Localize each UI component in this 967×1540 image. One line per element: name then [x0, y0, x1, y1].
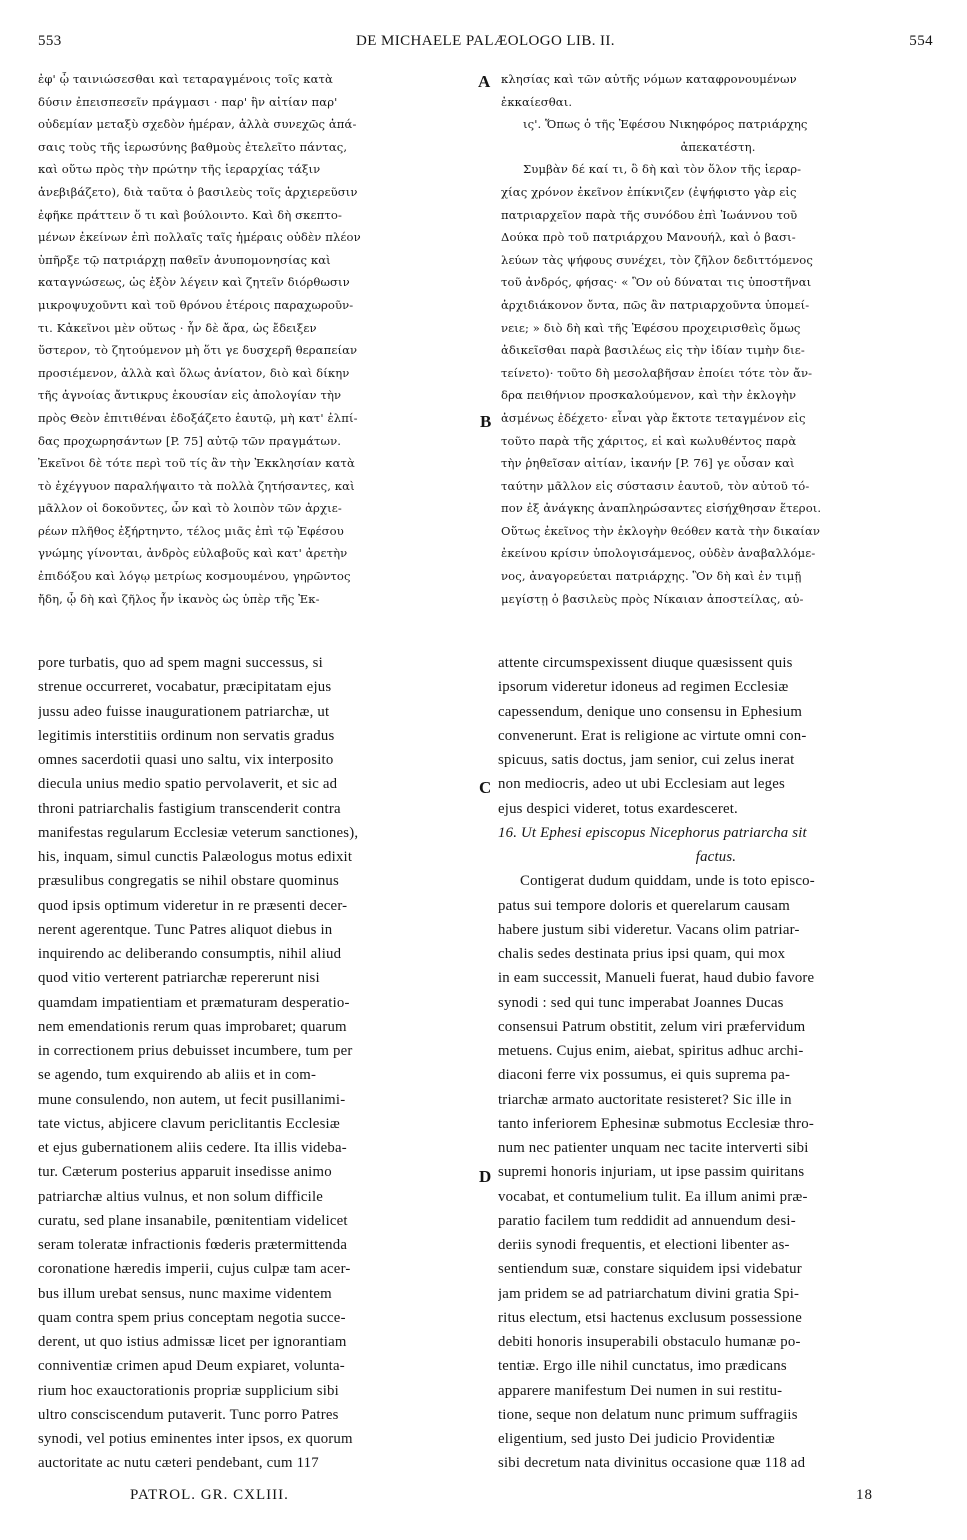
- text-line: omnes sacerdotii quasi uno saltu, vix interposito: [38, 752, 334, 768]
- text-line: debiti honoris insuperabili obstaculo humanæ po-: [498, 1334, 801, 1350]
- text-line: Contigerat dudum quiddam, unde is toto episco-: [520, 873, 815, 890]
- text-line: legitimis interstitiis ordinum non servatis gradus: [38, 727, 335, 744]
- text-line: habere justum sibi videretur. Vacans olim patriar-: [498, 921, 800, 938]
- text-line: jam pridem se ad patriarchatum divini gratia Spi-: [498, 1285, 800, 1302]
- text-line: σαις τοὺς τῆς ἱερωσύνης βαθμοὺς ἐτελεῖτο πάντας,: [38, 139, 348, 154]
- text-line: τοῦτο παρὰ τῆς χάριτος, εἰ καὶ κωλυθέντος παρὰ: [501, 433, 797, 448]
- text-line: throni patriarchalis fastigium transcenderit contra: [38, 800, 341, 817]
- text-line: μεγίστῃ ὁ βασιλεὺς πρὸς Νίκαιαν ἀποστείλας, αὐ-: [501, 591, 804, 606]
- text-line: πατριαρχεῖον παρὰ τῆς συνόδου ἐπὶ Ἰωάννου τοῦ: [501, 207, 798, 222]
- text-line: ἐπιδόξου καὶ λόγῳ μετρίως κοσμουμένου, γηρῶντος: [38, 569, 351, 584]
- text-line: οὐδεμίαν μεταξὺ σχεδὸν ἡμέραν, ἀλλὰ συνεχῶς ἀπά-: [38, 117, 357, 132]
- text-line: τι. Κἀκεῖνοι μὲν οὕτως · ἦν δὲ ἄρα, ὡς ἔδειξεν: [38, 320, 317, 335]
- text-line: bus illum urebat sensus, nunc maxime videntem: [38, 1285, 332, 1302]
- text-line: paratio facilem tum reddidit ad annuendum desi-: [498, 1212, 796, 1229]
- text-line: ἐκκαίεσθαι.: [501, 94, 573, 109]
- text-line: quod vitio verterent patriarchæ repererunt nisi: [38, 970, 320, 987]
- text-line: δύσιν ἐπεισπεσεῖν πράγμασι · παρ' ἣν αἰτίαν παρ': [38, 94, 338, 109]
- right-page-number: 554: [909, 33, 933, 49]
- text-line: τὸ ἐχέγγυον παραλήψαιτο τὰ πολλὰ ζητήσαντες, καὶ: [38, 478, 355, 493]
- latin-text-right-column: [498, 651, 934, 1476]
- text-line: ritus electum, etsi hactenus exclusum possessione: [498, 1309, 803, 1326]
- text-line: ἐφῆκε πράττειν ὅ τι καὶ βούλοιντο. Καὶ δὴ σκεπτο-: [38, 207, 342, 222]
- text-line: ὑπῆρξε τῷ πατριάρχῃ παθεῖν ἀνυπομονησίας καὶ: [38, 252, 331, 267]
- text-line: conniventiæ crimen apud Deum expiaret, volunta-: [38, 1358, 345, 1375]
- greek-text-right-column: [501, 68, 935, 610]
- text-line: λεύων τὰς ψήφους συνέχει, τὸν ζῆλον δεδιττόμενος: [501, 252, 813, 267]
- text-line: νειε; » διὸ δὴ καὶ τῆς Ἐφέσου προχειρισθεὶς ὅμως: [501, 320, 801, 335]
- text-line: pore turbatis, quo ad spem magni successus, si: [38, 655, 323, 671]
- running-title: DE MICHAELE PALÆOLOGO LIB. II.: [356, 33, 615, 49]
- greek-text-left-column: [38, 68, 476, 610]
- text-line: ἤδη, ᾧ δὴ καὶ ζῆλος ἦν ἱκανὸς ὡς ὑπὲρ τῆς Ἐκ-: [38, 591, 320, 606]
- text-line: tanto inferiorem Ephesinæ submotus Ecclesiæ thro-: [498, 1115, 814, 1132]
- text-line: jussu adeo fuisse inaugurationem patriarchæ, ut: [38, 703, 330, 720]
- margin-marker-a: A: [478, 72, 491, 91]
- text-line: ἀδικεῖσθαι παρὰ βασιλέως εἰς τὴν ἰδίαν τιμὴν διε-: [501, 343, 805, 358]
- text-line: καταγνώσεως, ὡς ἐξὸν λέγειν καὶ ζητεῖν διόρθωσιν: [38, 275, 350, 290]
- text-line: synodi : sed qui tunc imperabat Joannes Ducas: [498, 994, 784, 1011]
- margin-marker-c: C: [479, 778, 492, 797]
- text-line: γνώμης γίνονται, ἀνδρὸς εὐλαβοῦς καὶ κατ' ἀρετὴν: [38, 546, 348, 561]
- text-line: diaconi ferre vix possumus, ei quis suprema pa-: [498, 1067, 791, 1084]
- text-line: ultro consciscendum putaverit. Tunc porro Patres: [38, 1406, 339, 1423]
- text-line: et ejus gubernationem aliis cedere. Ita illis videba-: [38, 1140, 347, 1156]
- footer-signature-number: 18: [856, 1487, 873, 1503]
- text-line: synodi, vel potius eminentes inter ipsos, ex quorum: [38, 1431, 353, 1447]
- text-line: nem emendationis rerum quas improbaret; quarum: [38, 1018, 347, 1035]
- text-line: attente circumspexissent diuque quæsissent quis: [498, 655, 793, 671]
- text-line: πον ἐξ ἀνάγκης ἀναπληρώσαντες εἰσήχθησαν ἕτεροι.: [501, 501, 822, 516]
- text-line: μικροψυχοῦντι καὶ τοῦ θρόνου ἑτέροις παραχωροῦν-: [38, 297, 354, 312]
- text-line: κλησίας καὶ τῶν αὐτῆς νόμων καταφρονουμένων: [501, 72, 797, 86]
- left-page-number: 553: [38, 33, 62, 49]
- text-line: ἀσμένως ἐδέχετο· εἶναι γὰρ ἔκτοτε τεταγμένον εἰς: [501, 410, 806, 425]
- text-line: his, inquam, simul cunctis Palæologus motus edixit: [38, 849, 353, 865]
- text-line: ἀρχιδιάκονον ὄντα, πῶς ἂν πατριαρχοῦντα ὑπομεί-: [501, 297, 810, 312]
- text-line: chalis sedes destinata prius ipsi quam, qui mox: [498, 946, 786, 962]
- text-line: supremi honoris injuriam, ut ipse passim quiritans: [498, 1164, 805, 1181]
- text-line: inquirendo ac deliberando consumptis, nihil aliud: [38, 946, 342, 962]
- page-footer: [38, 1487, 933, 1511]
- text-line: ἀνεβιβάζετο), διὰ ταῦτα ὁ βασιλεὺς τοῖς ἀρχιερεῦσιν: [38, 184, 358, 199]
- text-line: mune consulendo, non autem, ut fecit pusillanimi-: [38, 1091, 346, 1108]
- text-line: τὴν ῥηθεῖσαν αἰτίαν, ἱκανήν [P. 76] γε οὖσαν καὶ: [501, 456, 795, 471]
- text-line: πρὸς Θεὸν ἐπιτιθέναι ἐδοξάζετο ἑαυτῷ, μὴ κατ' ἐλπί-: [38, 410, 358, 425]
- text-line: sibi decretum nata divinitus occasione quæ 118 ad: [498, 1455, 806, 1472]
- text-line: nerent agerentque. Tunc Patres aliquot diebus in: [38, 921, 333, 938]
- text-line: convenerunt. Erat is religione ac virtute omni con-: [498, 727, 807, 744]
- running-header: [38, 33, 933, 59]
- text-line: quod ipsis optimum videretur in re præsenti decer-: [38, 897, 348, 914]
- text-line: quam contra spem prius conceptam negotia succe-: [38, 1309, 346, 1326]
- text-line: ὕστερον, τὸ ζητούμενον μὴ ὅτι γε δυσχερῆ θεραπείαν: [38, 343, 358, 358]
- margin-marker-b: B: [480, 412, 492, 431]
- text-line: apparere manifestum Dei numen in sui restitu-: [498, 1382, 783, 1399]
- text-line: metuens. Cujus enim, aiebat, spiritus adhuc archi-: [498, 1043, 804, 1059]
- text-line: vocabat, et contumelium tulit. Ea illum animi præ-: [498, 1188, 808, 1205]
- text-line: quamdam impatientiam et præmaturam desperatio-: [38, 994, 350, 1011]
- text-line: ipsorum videretur idoneus ad regimen Ecclesiæ: [498, 679, 789, 696]
- text-line: ρέων πλῆθος ἐξήρτηντο, τέλος μιᾶς ἐπὶ τῷ Ἐφέσου: [38, 523, 344, 538]
- text-line: num nec patienter unquam nec tacite interverti sibi: [498, 1140, 809, 1156]
- text-line: προσιέμενον, ἀλλὰ καὶ ὅλως ἀνίατον, διὸ καὶ δίκην: [38, 365, 350, 380]
- text-line: ταύτην μᾶλλον εἰς σύστασιν ἑαυτοῦ, τὸν αὐτοῦ τό-: [501, 478, 810, 493]
- text-line: consensui Patrum obstitit, zelum viri præfervidum: [498, 1018, 806, 1035]
- text-line: deriis synodi frequentis, et electioni libenter as-: [498, 1237, 790, 1253]
- text-line: coronatione hæredis imperii, cujus culpæ tam acer-: [38, 1261, 351, 1278]
- text-line: ἀπεκατέστη.: [680, 139, 756, 154]
- footer-volume-label: PATROL. GR. CXLIII.: [130, 1487, 289, 1503]
- latin-text-left-column: [38, 651, 474, 1476]
- text-line: τοῦ ἀνδρός, φήσας· « Ὃν οὐ δύναται τις ὑποστῆναι: [501, 275, 812, 290]
- text-line: χίας χρόνον ἐκεῖνον ἐπίκνιζεν (ἐψήφιστο γὰρ εἰς: [501, 184, 797, 199]
- text-line: δρα πειθήνιον προσκαλούμενον, καὶ τὴν ἐκλογὴν: [501, 388, 797, 403]
- text-line: Συμβὰν δέ καί τι, ὃ δὴ καὶ τὸν ὅλον τῆς ἱεραρ-: [523, 162, 802, 177]
- text-line: auctoritate ac nutu cæteri pendebant, cum 117: [38, 1455, 319, 1472]
- text-line: manifestas regularum Ecclesiæ veterum sanctiones),: [38, 824, 359, 841]
- text-line: Δούκα πρὸ τοῦ πατριάρχου Μανουήλ, καὶ ὁ βασι-: [501, 230, 796, 245]
- text-line: ἐφ' ᾧ ταινιώσεσθαι καὶ τεταραγμένοις τοῖς κατὰ: [38, 72, 333, 86]
- text-line: Οὕτως ἐκεῖνος τὴν ἐκλογὴν θεόθεν κατὰ τὴν δικαίαν: [501, 523, 821, 538]
- text-line: capessendum, denique uno consensu in Ephesium: [498, 703, 803, 720]
- text-line: νος, ἀναγορεύεται πατριάρχης. Ὃν δὴ καὶ ἐν τιμῇ: [501, 569, 802, 584]
- text-line: τῆς ἀγνοίας ἄντικρυς ἑκουσίαν εἰς ἀπολογίαν τὴν: [38, 388, 342, 403]
- text-line: tione, seque non delatum nunc primum suffragiis: [498, 1406, 798, 1423]
- text-line: spicuus, satis doctus, jam senior, cui zelus inerat: [498, 752, 795, 768]
- text-line: derent, ut quo istius admissæ licet per ignorantiam: [38, 1334, 347, 1350]
- text-line: se agendo, tum exquirendo ab aliis et in com-: [38, 1067, 317, 1084]
- text-line: τείνετο)· τοῦτο δὴ μεσολαβῆσαν ἐποίει τότε τὸν ἄν-: [501, 365, 813, 380]
- text-line: μᾶλλον οἱ δοκοῦντες, ὧν καὶ τὸ λοιπὸν τῶν ἀρχιε-: [38, 501, 342, 516]
- text-line: diecula unius medio spatio pervolaverit, et sic ad: [38, 776, 338, 793]
- text-line: ejus despici videret, totus exardesceret.: [498, 800, 738, 817]
- text-line: patus sui tempore doloris et querelarum causam: [498, 897, 790, 914]
- text-line: tate victus, abjicere clavum periclitantis Ecclesiæ: [38, 1115, 340, 1132]
- text-line: eligentium, sed justo Dei judicio Providentiæ: [498, 1431, 775, 1447]
- text-line: factus.: [695, 849, 737, 865]
- margin-marker-d: D: [479, 1167, 492, 1186]
- text-line: in eam successit, Manueli fuerat, haud dubio favore: [498, 970, 815, 987]
- text-line: tur. Cæterum posterius apparuit insedisse animo: [38, 1164, 332, 1181]
- text-line: præsulibus congregatis se nihil obstare quominus: [38, 873, 339, 890]
- text-line: μένων ἐκείνων ἐπὶ πολλαῖς ταῖς ἡμέραις οὐδὲν πλέον: [38, 230, 361, 245]
- text-line: 16. Ut Ephesi episcopus Nicephorus patriarcha sit: [498, 824, 807, 841]
- text-line: ἐκείνου κρίσιν ὑπολογισάμενος, οὐδὲν ἀναβαλλόμε-: [501, 546, 816, 561]
- text-line: καὶ οὕτω πρὸς τὴν πρώτην τῆς ἱεραρχίας τάξιν: [38, 162, 321, 177]
- text-line: rium hoc exauctorationis propriæ supplicium sibi: [38, 1382, 339, 1399]
- text-line: non mediocris, adeo ut ubi Ecclesiam aut leges: [498, 776, 785, 793]
- text-line: sentiendum suæ, constare siquidem ipsi videbatur: [498, 1261, 802, 1278]
- text-line: triarchæ armato auctoritate resisteret? Sic ille in: [498, 1091, 792, 1108]
- text-line: in correctionem prius debuisset incumbere, tum per: [38, 1043, 353, 1059]
- text-line: seram toleratæ infractionis fœderis prætermittenda: [38, 1237, 348, 1253]
- text-line: Ἐκεῖνοι δὲ τότε περὶ τοῦ τίς ἂν τὴν Ἐκκλησίαν κατὰ: [38, 456, 355, 471]
- text-line: ις'. Ὅπως ὁ τῆς Ἐφέσου Νικηφόρος πατριάρχης: [523, 117, 808, 132]
- text-line: tentiæ. Ergo ille nihil cunctatus, imo prædicans: [498, 1358, 787, 1375]
- text-line: strenue occurreret, vocabatur, præcipitatam ejus: [38, 679, 332, 696]
- text-line: patriarchæ altius vulnus, et non solum difficile: [38, 1188, 324, 1205]
- text-line: δας προχωρησάντων [P. 75] αὐτῷ τῶν πραγμάτων.: [38, 433, 342, 448]
- text-line: curatu, sed plane insanabile, pœnitentiam videlicet: [38, 1212, 348, 1229]
